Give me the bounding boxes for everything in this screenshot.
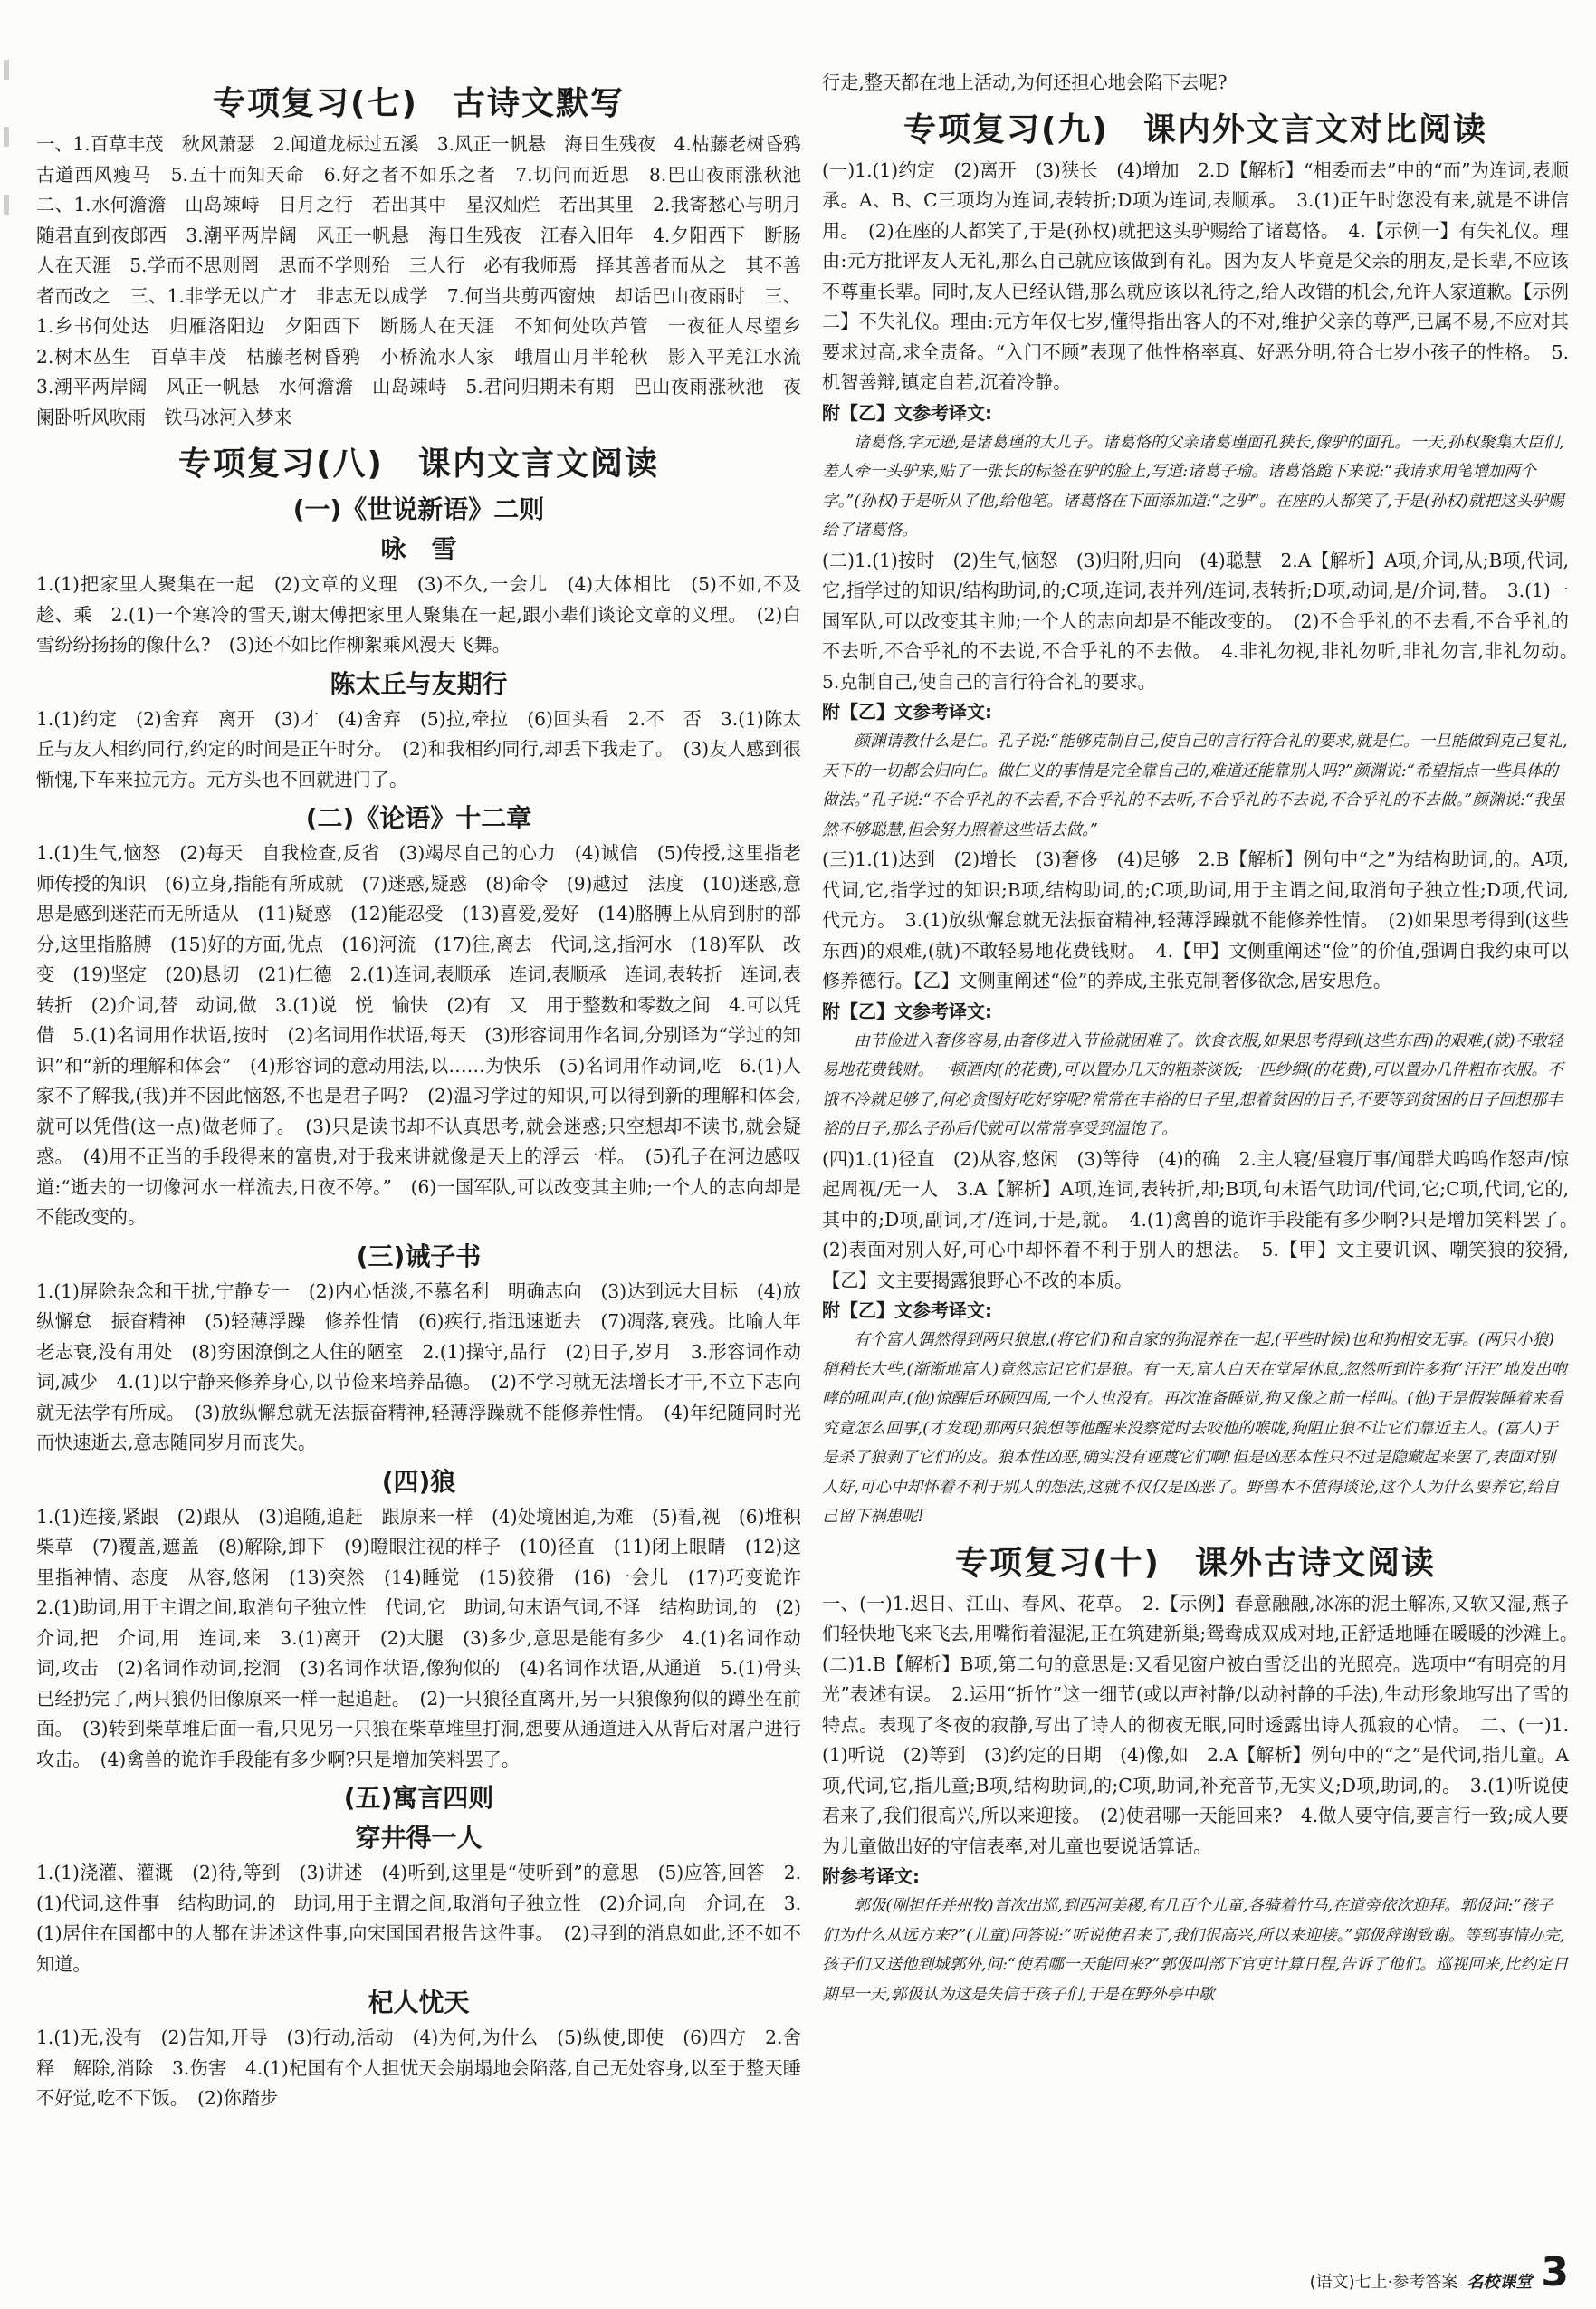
margin-mark <box>4 195 9 215</box>
answer-paragraph: (三)1.(1)达到 (2)增长 (3)奢侈 (4)足够 2.B【解析】例句中“之”为结构助词,的。A项,代词,它,指学过的知识;B项,结构助词,的;C项,助词,用于主谓之间,取消句子独立性;D项,代词,代元方。 3.(1)放纵懈怠就无法振奋精神,轻薄浮躁就不能修养性情。 (2)如果思考得到(这些东西)的艰难,(就)不敢轻易地花费钱财。 4.【甲】文侧重阐述“俭”的价值,强调自我约束可以修养德行。【乙】文侧重阐述“俭”的养成,主张克制奢侈欲念,居安思危。 <box>822 848 1569 992</box>
answer-paragraph: 1.(1)连接,紧跟 (2)跟从 (3)追随,追赶 跟原来一样 (4)处境困迫,为难 (5)看,视 (6)堆积柴草 (7)覆盖,遮盖 (8)解除,卸下 (9)瞪眼注视的样子 (10)径直 (11)闭上眼睛 (12)这里指神情、态度 从容,悠闲 (13)突然 (14)睡觉 (15)狡猾 (16)一会儿 (17)巧变诡诈 2.(1)助词,用于主谓之间,取消句子独立性 代词,它 助词,句末语气词,不译 结构助词,的 (2)介词,把 介词,用 连词,来 3.(1)离开 (2)大腿 (3)多少,意思是能有多少 4.(1)名词作动词,攻击 (2)名词作动词,挖洞 (3)名词作状语,像狗似的 (4)名词作状语,从通道 5.(1)骨头已经扔完了,两只狼仍旧像原来一样一起追赶。 (2)一只狼径直离开,另一只狼像狗似的蹲坐在前面。 (3)转到柴草堆后面一看,只见另一只狼在柴草堆里打洞,想要从通道进入从背后对屠户进行攻击。 (4)禽兽的诡诈手段能有多少啊?只是增加笑料罢了。 <box>36 1505 820 1770</box>
answer-paragraph: (二)1.(1)按时 (2)生气,恼怒 (3)归附,归向 (4)聪慧 2.A【解析】A项,介词,从;B项,代词,它,指学过的知识/结构助词,的;C项,连词,表并列/连词,表转折;D项,动词,是/介词,替。 3.(1)一国军队,可以改变其主帅;一个人的志向却是不能改变的。 (2)不合乎礼的不去看,不合乎礼的不去听,不合乎礼的不去说,不合乎礼的不去做。 4.非礼勿视,非礼勿听,非礼勿言,非礼勿动。 5.克制自己,使自己的言行符合礼的要求。 <box>822 549 1588 693</box>
translation-text: 颜渊请教什么是仁。孔子说:“能够克制自己,使自己的言行符合礼的要求,就是仁。一旦能做到克己复礼,天下的一切都会归向仁。做仁义的事情是完全靠自己的,难道还能靠别人吗?”颜渊说:“希望指点一些具体的做法。”孔子说:“不合乎礼的不去看,不合乎礼的不去听,不合乎礼的不去说,不合乎礼的不去做。”颜渊说:“我虽然不够聪慧,但会努力照着这些话去做。” <box>822 733 1568 839</box>
answer-paragraph: 1.(1)约定 (2)舍弃 离开 (3)才 (4)舍弃 (5)拉,牵拉 (6)回头看 2.不 否 3.(1)陈太丘与友人相约同行,约定的时间是正午时分。 (2)和我相约同行,却丢下我走了。 (3)友人感到很惭愧,下车来拉元方。元方头也不回就进门了。 <box>36 707 801 790</box>
subsection-title: (二)《论语》十二章 <box>305 803 532 833</box>
translation-text: 诸葛恪,字元逊,是诸葛瑾的大儿子。诸葛恪的父亲诸葛瑾面孔狭长,像驴的面孔。一天,孙权聚集大臣们,差人牵一头驴来,贴了一张长的标签在驴的脸上,写道:诸葛子瑜。诸葛恪跪下来说:“我请求用笔增加两个字。”(孙权)于是听从了他,给他笔。诸葛恪在下面添加道:“之驴”。在座的人都笑了,于是(孙权)就把这头驴赐给了诸葛恪。 <box>822 433 1564 540</box>
footer-label: (语文)七上·参考答案 <box>1309 2273 1458 2292</box>
answer-paragraph: 一、1.百草丰茂 秋风萧瑟 2.闻道龙标过五溪 3.风正一帆悬 海日生残夜 4.枯藤老树昏鸦 古道西风瘦马 5.五十而知天命 6.好之者不如乐之者 7.切问而近思 8.巴山夜雨涨秋池 二、1.水何澹澹 山岛竦峙 日月之行 若出其中 星汉灿烂 若出其里 2.我寄愁心与明月 随君直到夜郎西 3.潮平两岸阔 风正一帆悬 海日生残夜 江春入旧年 4.夕阳西下 断肠人在天涯 5.学而不思则罔 思而不学则殆 三人行 必有我师焉 择其善者而从之 其不善者而改之 三、1.非学无以广才 非志无以成学 7.何当共剪西窗烛 却话巴山夜雨时 三、1.乡书何处达 归雁洛阳边 夕阳西下 断肠人在天涯 不知何处吹芦管 一夜征人尽望乡 2.树木丛生 百草丰茂 枯藤老树昏鸦 小桥流水人家 峨眉山月半轮秋 影入平羌江水流 3.潮平两岸阔 风正一帆悬 水何澹澹 山岛竦峙 5.君问归期未有期 巴山夜雨涨秋池 夜阑卧听风吹雨 铁马冰河入梦来 <box>36 133 820 428</box>
translation-label: 附【乙】文参考译文: <box>822 401 992 424</box>
answer-paragraph: 1.(1)把家里人聚集在一起 (2)文章的义理 (3)不久,一会儿 (4)大体相比 (5)不如,不及 趁、乘 2.(1)一个寒冷的雪天,谢太傅把家里人聚集在一起,跟小辈们谈论文章的义理。 (2)白雪纷纷扬扬的像什么? (3)还不如比作柳絮乘风漫天飞舞。 <box>36 573 820 656</box>
right-column <box>822 68 1588 2009</box>
page-number: 3 <box>1541 2249 1569 2295</box>
answer-paragraph: 行走,整天都在地上活动,为何还担心地会陷下去呢? <box>822 72 1228 93</box>
subsection-title: (四)狼 <box>381 1466 456 1497</box>
page-footer <box>1309 2249 1569 2295</box>
translation-label: 附【乙】文参考译文: <box>822 1000 992 1022</box>
subsection-title: 咏 雪 <box>380 534 457 564</box>
subsection-title: 杞人忧天 <box>368 1988 470 2017</box>
answer-paragraph: 1.(1)屏除杂念和干扰,宁静专一 (2)内心恬淡,不慕名利 明确志向 (3)达到远大目标 (4)放纵懈怠 振奋精神 (5)轻薄浮躁 修养性情 (6)疾行,指迅速逝去 (7)凋落,衰残。比喻人年老志衰,没有用处 (8)穷困潦倒之人住的陋室 2.(1)操守,品行 (2)日子,岁月 3.形容词作动词,减少 4.(1)以宁静来修养身心,以节俭来培养品德。 (2)不学习就无法增长才干,不立下志向就无法学有所成。 (3)放纵懈怠就无法振奋精神,轻薄浮躁就不能修养性情。 (4)年纪随同时光而快速逝去,意志随同岁月而丧失。 <box>36 1279 801 1453</box>
subsection-title: (一)《世说新语》二则 <box>292 494 545 524</box>
left-column <box>36 72 820 2114</box>
section-title: 专项复习(八) 课内文言文阅读 <box>178 446 659 483</box>
subsection-title: (五)寓言四则 <box>343 1783 494 1813</box>
subsection-title: 陈太丘与友期行 <box>330 668 508 699</box>
translation-text: 由节俭进入奢侈容易,由奢侈进入节俭就困难了。饮食衣服,如果思考得到(这些东西)的艰难,(就)不敢轻易地花费钱财。一顿酒肉(的花费),可以置办几天的粗茶淡饭;一匹纱绸(的花费),可以置办几件粗布衣服。不饿不冷就足够了,何必贪图好吃好穿呢?常常在丰裕的日子里,想着贫困的日子,不要等到贫困的日子回想那丰裕的日子,那么子孙后代就可以常常享受到温饱了。 <box>822 1031 1563 1138</box>
answer-paragraph: (一)1.(1)约定 (2)离开 (3)狭长 (4)增加 2.D【解析】“相委而去”中的“而”为连词,表顺承。A、B、C三项均为连词,表转折;D项为连词,表顺承。 3.(1)正午时您没有来,就是不讲信用。 (2)在座的人都笑了,于是(孙权)就把这头驴赐给了诸葛恪。 4.【示例一】有失礼仪。理由:元方批评友人无礼,那么自己就应该做到有礼。因为友人毕竟是父亲的朋友,是长辈,不应该不尊重长辈。同时,友人已经认错,那么就应该以礼待之,给人改错的机会,允许人家道歉。【示例二】不失礼仪。理由:元方年仅七岁,懂得指出客人的不对,维护父亲的尊严,已属不易,不应对其要求过高,求全责备。“入门不顾”表现了他性格率真、好恶分明,符合七岁小孩子的性格。 5.机智善辩,镇定自若,沉着冷静。 <box>822 158 1569 393</box>
section-title: 专项复习(九) 课内外文言文对比阅读 <box>903 110 1487 149</box>
answer-page <box>36 0 1588 2309</box>
translation-label: 附【乙】文参考译文: <box>822 701 992 723</box>
translation-label: 附参考译文: <box>822 1865 920 1887</box>
footer-brand: 名校课堂 <box>1467 2273 1533 2292</box>
answer-paragraph: 1.(1)生气,恼怒 (2)每天 自我检查,反省 (3)竭尽自己的心力 (4)诚信 (5)传授,这里指老师传授的知识 (6)立身,指能有所成就 (7)迷惑,疑惑 (8)命令 (9)越过 法度 (10)迷惑,意思是感到迷茫而无所适从 (11)疑惑 (12)能忍受 (13)喜爱,爱好 (14)胳膊上从肩到肘的部分,这里指胳膊 (15)好的方面,优点 (16)河流 (17)往,离去 代词,这,指河水 (18)军队 改变 (19)坚定 (20)恳切 (21)仁德 2.(1)连词,表顺承 连词,表顺承 连词,表转折 连词,表转折 (2)介词,替 动词,做 3.(1)说 悦 愉快 (2)有 又 用于整数和零数之间 4.可以凭借 5.(1)名词用作状语,按时 (2)名词用作状语,每天 (3)形容词用作名词,分别译为“学过的知识”和“新的理解和体会” (4)形容词的意动用法,以……为快乐 (5)名词用作动词,吃 6.(1)人家不了解我,(我)并不因此恼怒,不也是君子吗? (2)温习学过的知识,可以得到新的理解和体会,就可以凭借(这一点)做老师了。 (3)只是读书却不认真思考,就会迷惑;只空想却不读书,就会疑惑。 (4)用不正当的手段得来的富贵,对于我来讲就像是天上的浮云一样。 (5)孔子在河边感叹道:“逝去的一切像河水一样流去,日夜不停。” (6)一国军队,可以改变其主帅;一个人的志向却是不能改变的。 <box>36 842 801 1228</box>
answer-paragraph: 1.(1)浇灌、灌溉 (2)待,等到 (3)讲述 (4)听到,这里是“使听到”的意思 (5)应答,回答 2.(1)代词,这件事 结构助词,的 助词,用于主谓之间,取消句子独立性 (2)介词,向 介词,在 3.(1)居住在国都中的人都在讲述这件事,向宋国国君报告这件事。 (2)寻到的消息如此,还不如不知道。 <box>36 1862 801 1975</box>
subsection-title: 穿井得一人 <box>355 1823 483 1853</box>
answer-paragraph: (四)1.(1)径直 (2)从容,悠闲 (3)等待 (4)的确 2.主人寝/昼寝厅事/闻群犬呜呜作怒声/惊起周视/无一人 3.A【解析】A项,连词,表转折,却;B项,句末语气助词/代词,它;C项,代词,它的,其中的;D项,副词,才/连词,于是,就。 4.(1)禽兽的诡诈手段能有多少啊?只是增加笑料罢了。 (2)表面对别人好,可心中却怀着不利于别人的想法。 5.【甲】文主要讥讽、嘲笑狼的狡猾,【乙】文主要揭露狼野心不改的本质。 <box>822 1147 1588 1291</box>
subsection-title: (三)诫子书 <box>356 1241 482 1271</box>
margin-mark <box>4 60 9 80</box>
section-title: 专项复习(七) 古诗文默写 <box>213 85 625 122</box>
translation-text: 有个富人偶然得到两只狼崽,(将它们)和自家的狗混养在一起,(平些时候)也和狗相安无事。(两只小狼)稍稍长大些,(渐渐地富人)竟然忘记它们是狼。有一天,富人白天在堂屋休息,忽然听到许多狗“汪汪”地发出咆哮的吼叫声,(他)惊醒后环顾四周,一个人也没有。再次准备睡觉,狗又像之前一样叫。(他)于是假装睡着来看究竟怎么回事,(才发现)那两只狼想等他醒来没察觉时去咬他的喉咙,狗阻止狼不让它们靠近主人。(富人)于是杀了狼剥了它们的皮。狼本性凶恶,确实没有诬蔑它们啊!但是凶恶本性只不过是隐藏起来罢了,表面对别人好,可心中却怀着不利于别人的想法,这就不仅仅是凶恶了。野兽本不值得谈论,这个人为什么要养它,给自己留下祸患呢! <box>822 1331 1567 1526</box>
answer-paragraph: 一、(一)1.迟日、江山、春风、花草。 2.【示例】春意融融,冰冻的泥土解冻,又软又湿,燕子们轻快地飞来飞去,用嘴衔着湿泥,正在筑建新巢;鸳鸯成双成对地,正舒适地睡在暖暖的沙滩上。 (二)1.B【解析】B项,第二句的意思是:又看见窗户被白雪泛出的光照亮。选项中“有明亮的月光”表述有误。 2.运用“折竹”这一细节(或以声衬静/以动衬静的手法),生动形象地写出了雪的特点。表现了冬夜的寂静,写出了诗人的彻夜无眠,同时透露出诗人孤寂的心情。 二、(一)1.(1)听说 (2)等到 (3)约定的日期 (4)像,如 2.A【解析】例句中的“之”是代词,指儿童。A项,代词,它,指儿童;B项,结构助词,的;C项,助词,补充音节,无实义;D项,助词,的。 3.(1)听说使君来了,我们很高兴,所以来迎接。 (2)使君哪一天能回来? 4.做人要守信,要言行一致;成人要为儿童做出好的守信表率,对儿童也要说话算话。 <box>822 1592 1588 1857</box>
section-title: 专项复习(十) 课外古诗文阅读 <box>955 1544 1436 1582</box>
translation-label: 附【乙】文参考译文: <box>822 1299 992 1321</box>
answer-paragraph: 1.(1)无,没有 (2)告知,开导 (3)行动,活动 (4)为何,为什么 (5)纵使,即使 (6)四方 2.舍 释 解除,消除 3.伤害 4.(1)杞国有个人担忧天会崩塌地会陷落,自己无处容身,以至于整天睡不好觉,吃不下饭。 (2)你踏步 <box>36 2026 820 2109</box>
margin-mark <box>4 127 9 147</box>
translation-text: 郭伋(刚担任并州牧)首次出巡,到西河美稷,有几百个儿童,各骑着竹马,在道旁依次迎拜。郭伋问:“孩子们为什么从远方来?”(儿童)回答说:“听说使君来了,我们很高兴,所以来迎接。”郭伋辞谢致谢。等到事情办完,孩子们又送他到城郭外,问:“使君哪一天能回来?”郭伋叫部下官吏计算日程,告诉了他们。巡视回来,比约定日期早一天,郭伋认为这是失信于孩子们,于是在野外亭中歇 <box>822 1897 1569 2004</box>
